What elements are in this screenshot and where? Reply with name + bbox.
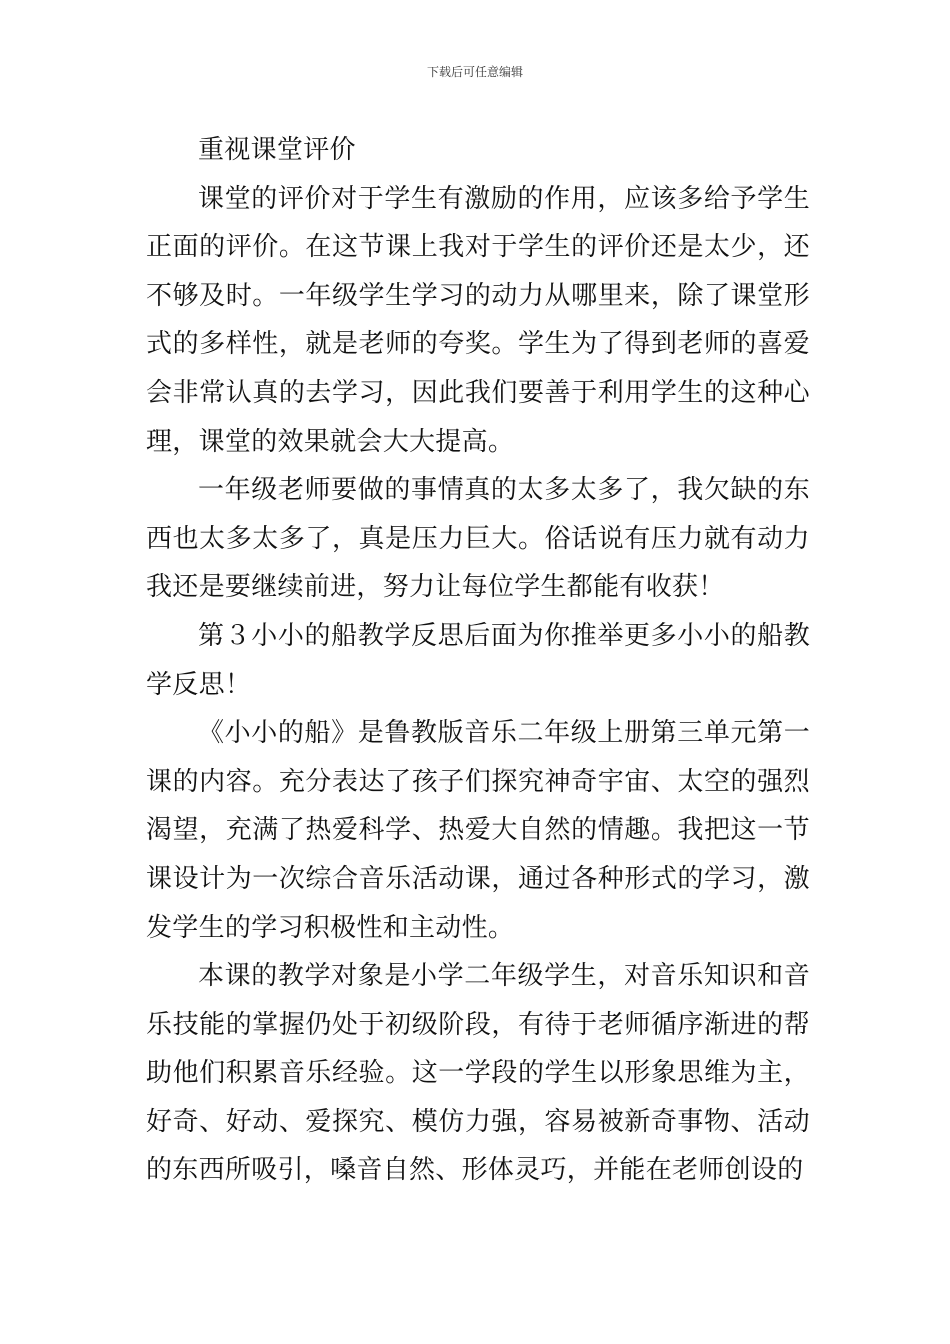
paragraph: 第３小小的船教学反思后面为你推举更多小小的船教学反思！: [146, 620, 810, 700]
page-header: 下载后可任意编辑: [426, 65, 523, 79]
paragraph: 《小小的船》是鲁教版音乐二年级上册第三单元第一课的内容。充分表达了孩子们探究神奇宇宙、太空的强烈渴望，充满了热爱科学、热爱大自然的情趣。我把这一节课设计为一次综合音乐活动课，通过各种形式的学习，激发学生的学习积极性和主动性。: [146, 718, 810, 943]
section-heading: 重视课堂评价: [198, 135, 356, 165]
paragraph: 一年级老师要做的事情真的太多太多了，我欠缺的东西也太多太多了，真是压力巨大。俗话说有压力就有动力我还是要继续前进，努力让每位学生都能有收获！: [146, 475, 810, 603]
paragraph: 本课的教学对象是小学二年级学生，对音乐知识和音乐技能的掌握仍处于初级阶段，有待于老师循序渐进的帮助他们积累音乐经验。这一学段的学生以形象思维为主，好奇、好动、爱探究、模仿力强，容易被新奇事物、活动的东西所吸引，嗓音自然、形体灵巧，并能在老师创设的: [146, 961, 810, 1186]
document-body: [146, 126, 810, 1195]
paragraph: 课堂的评价对于学生有激励的作用，应该多给予学生正面的评价。在这节课上我对于学生的评价还是太少，还不够及时。一年级学生学习的动力从哪里来，除了课堂形式的多样性，就是老师的夸奖。学生为了得到老师的喜爱会非常认真的去学习，因此我们要善于利用学生的这种心理，课堂的效果就会大大提高。: [146, 183, 810, 457]
